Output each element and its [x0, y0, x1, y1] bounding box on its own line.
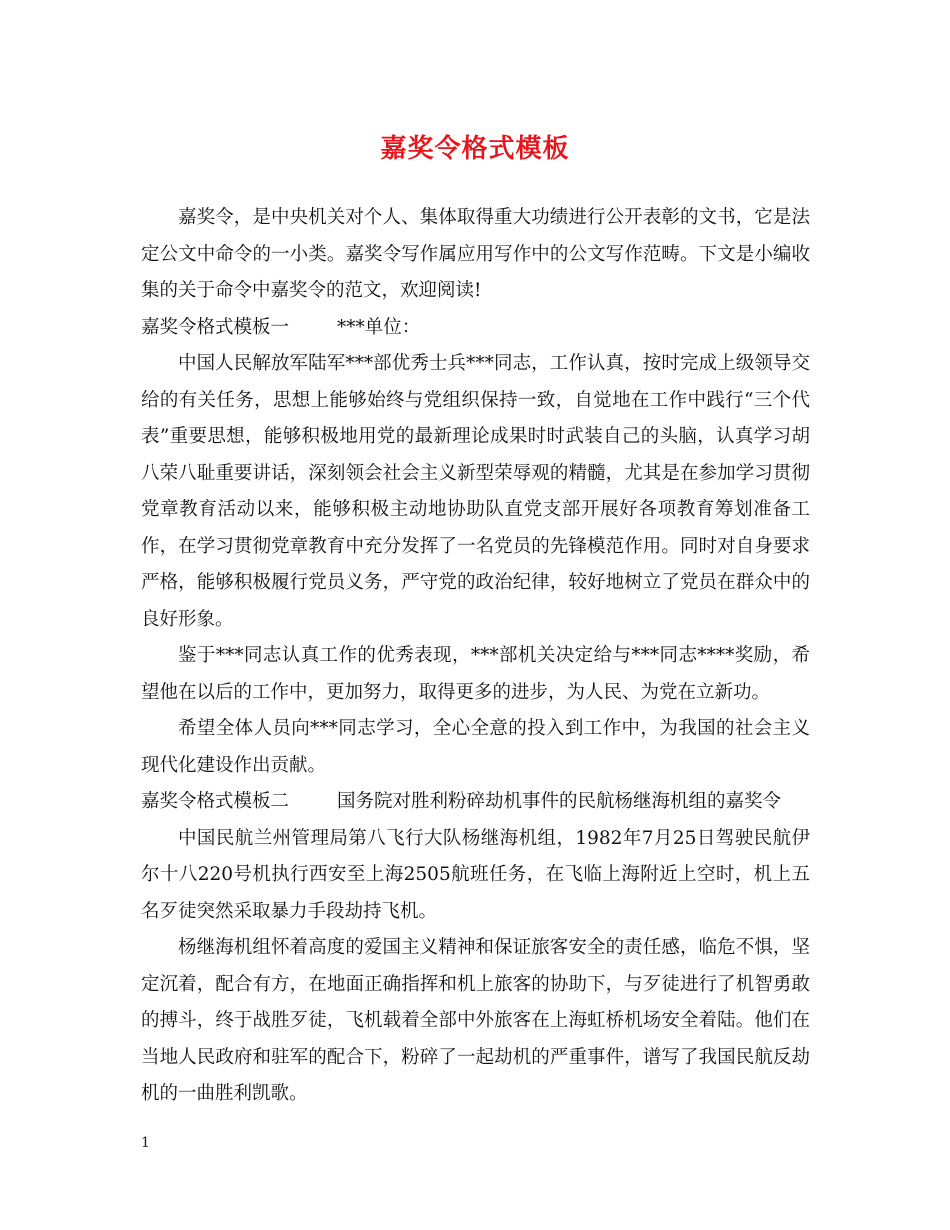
section-1-addressee: ***单位：: [337, 316, 421, 338]
section-1-heading: 嘉奖令格式模板一: [141, 316, 290, 338]
section-2-heading-line: [141, 784, 810, 821]
section-2-paragraph-2: 杨继海机组怀着高度的爱国主义精神和保证旅客安全的责任感，临危不惧，坚定沉着，配合有方，在地面正确指挥和机上旅客的协助下，与歹徒进行了机智勇敢的搏斗，终于战胜歹徒，飞机载着全部中外旅客在上海虹桥机场安全着陆。他们在当地人民政府和驻军的配合下，粉碎了一起劫机的严重事件，谱写了我国民航反劫机的一曲胜利凯歌。: [141, 937, 810, 1104]
section-1-paragraph-3: 希望全体人员向***同志学习，全心全意的投入到工作中，为我国的社会主义现代化建设作出贡献。: [141, 718, 810, 776]
section-2-paragraph-1: 中国民航兰州管理局第八飞行大队杨继海机组，1982年7月25日驾驶民航伊尔十八220号机执行西安至上海2505航班任务，在飞临上海附近上空时，机上五名歹徒突然采取暴力手段劫持飞机。: [141, 827, 810, 922]
page-title: 嘉奖令格式模板: [380, 134, 570, 164]
section-2-subtitle: 国务院对胜利粉碎劫机事件的民航杨继海机组的嘉奖令: [337, 791, 782, 812]
page-number: 1: [141, 1135, 150, 1151]
intro-paragraph: 嘉奖令，是中央机关对个人、集体取得重大功绩进行公开表彰的文书，它是法定公文中命令的一小类。嘉奖令写作属应用写作中的公文写作范畴。下文是小编收集的关于命令中嘉奖令的范文，欢迎阅读!: [141, 207, 810, 301]
document-body: [141, 200, 810, 1113]
section-2-heading: 嘉奖令格式模板二: [141, 791, 290, 812]
section-1-paragraph-1: 中国人民解放军陆军***部优秀士兵***同志，工作认真，按时完成上级领导交给的有关任务，思想上能够始终与党组织保持一致，自觉地在工作中践行“三个代表”重要思想，能够积极地用党的最新理论成果时时武装自己的头脑，认真学习胡八荣八耻重要讲话，深刻领会社会主义新型荣辱观的精髓，尤其是在参加学习贯彻党章教育活动以来，能够积极主动地协助队直党支部开展好各项教育筹划准备工作，在学习贯彻党章教育中充分发挥了一名党员的先锋模范作用。同时对自身要求严格，能够积极履行党员义务，严守党的政治纪律，较好地树立了党员在群众中的良好形象。: [141, 353, 810, 630]
section-1-paragraph-2: 鉴于***同志认真工作的优秀表现，***部机关决定给与***同志****奖励，希望他在以后的工作中，更加努力，取得更多的进步，为人民、为党在立新功。: [141, 645, 810, 703]
section-1-heading-line: [141, 310, 810, 347]
